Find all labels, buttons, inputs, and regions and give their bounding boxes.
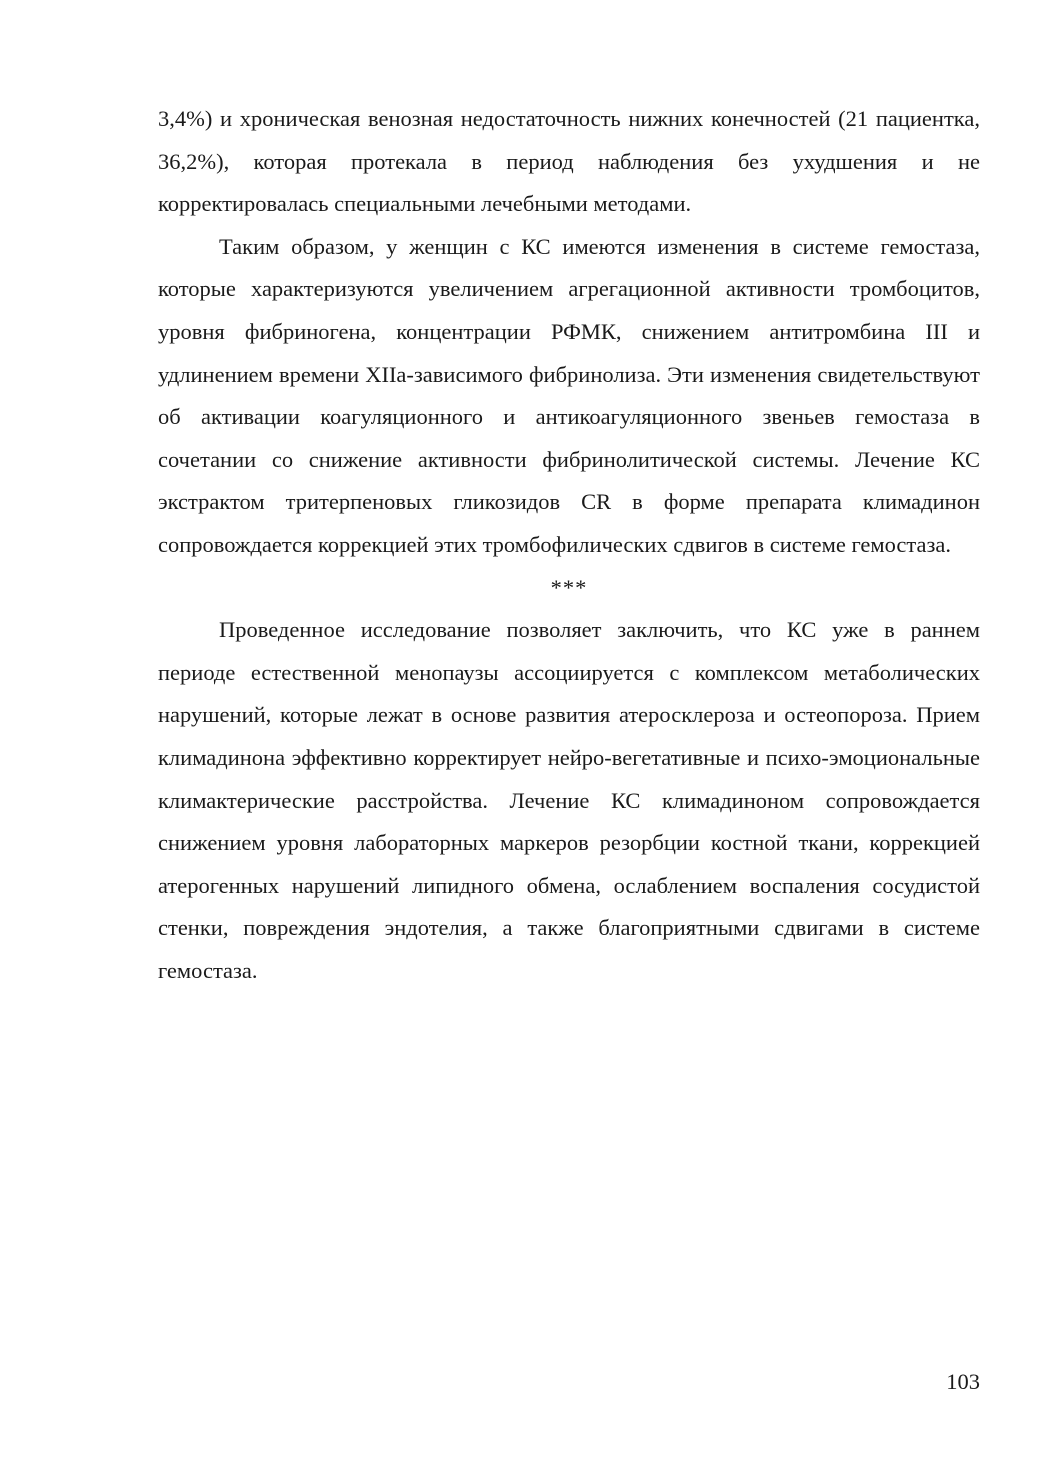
paragraph-continued: 3,4%) и хроническая венозная недостаточность нижних конечностей (21 пациентка, 36,2%), которая протекала в период наблюдения без ухудшения и не корректировалась специальными лечебными методами. [158, 106, 980, 217]
body-text [158, 98, 980, 992]
paragraph-conclusion: Проведенное исследование позволяет заключить, что КС уже в раннем периоде естественной менопаузы ассоциируется с комплексом метаболических нарушений, которые лежат в основе развития атеросклероза и остеопороза. Прием климадинона эффективно корректирует нейро-вегетативные и психо-эмоциональные климактерические расстройства. Лечение КС климадиноном сопровождается снижением уровня лабораторных маркеров резорбции костной ткани, коррекцией атерогенных нарушений липидного обмена, ослаблением воспаления сосудистой стенки, повреждения эндотелия, а также благоприятными сдвигами в системе гемостаза. [158, 617, 980, 983]
section-separator: *** [550, 574, 588, 600]
page-number: 103 [946, 1369, 980, 1394]
paragraph-hemostasis-summary: Таким образом, у женщин с КС имеются изменения в системе гемостаза, которые характеризуются увеличением агрегационной активности тромбоцитов, уровня фибриногена, концентрации РФМК, снижением антитромбина III и удлинением времени XIIа-зависимого фибринолиза. Эти изменения свидетельствуют об активации коагуляционного и антикоагуляционного звеньев гемостаза в сочетании со снижение активности фибринолитической системы. Лечение КС экстрактом тритерпеновых гликозидов CR в форме препарата климадинон сопровождается коррекцией этих тромбофилических сдвигов в системе гемостаза. [158, 233, 980, 557]
